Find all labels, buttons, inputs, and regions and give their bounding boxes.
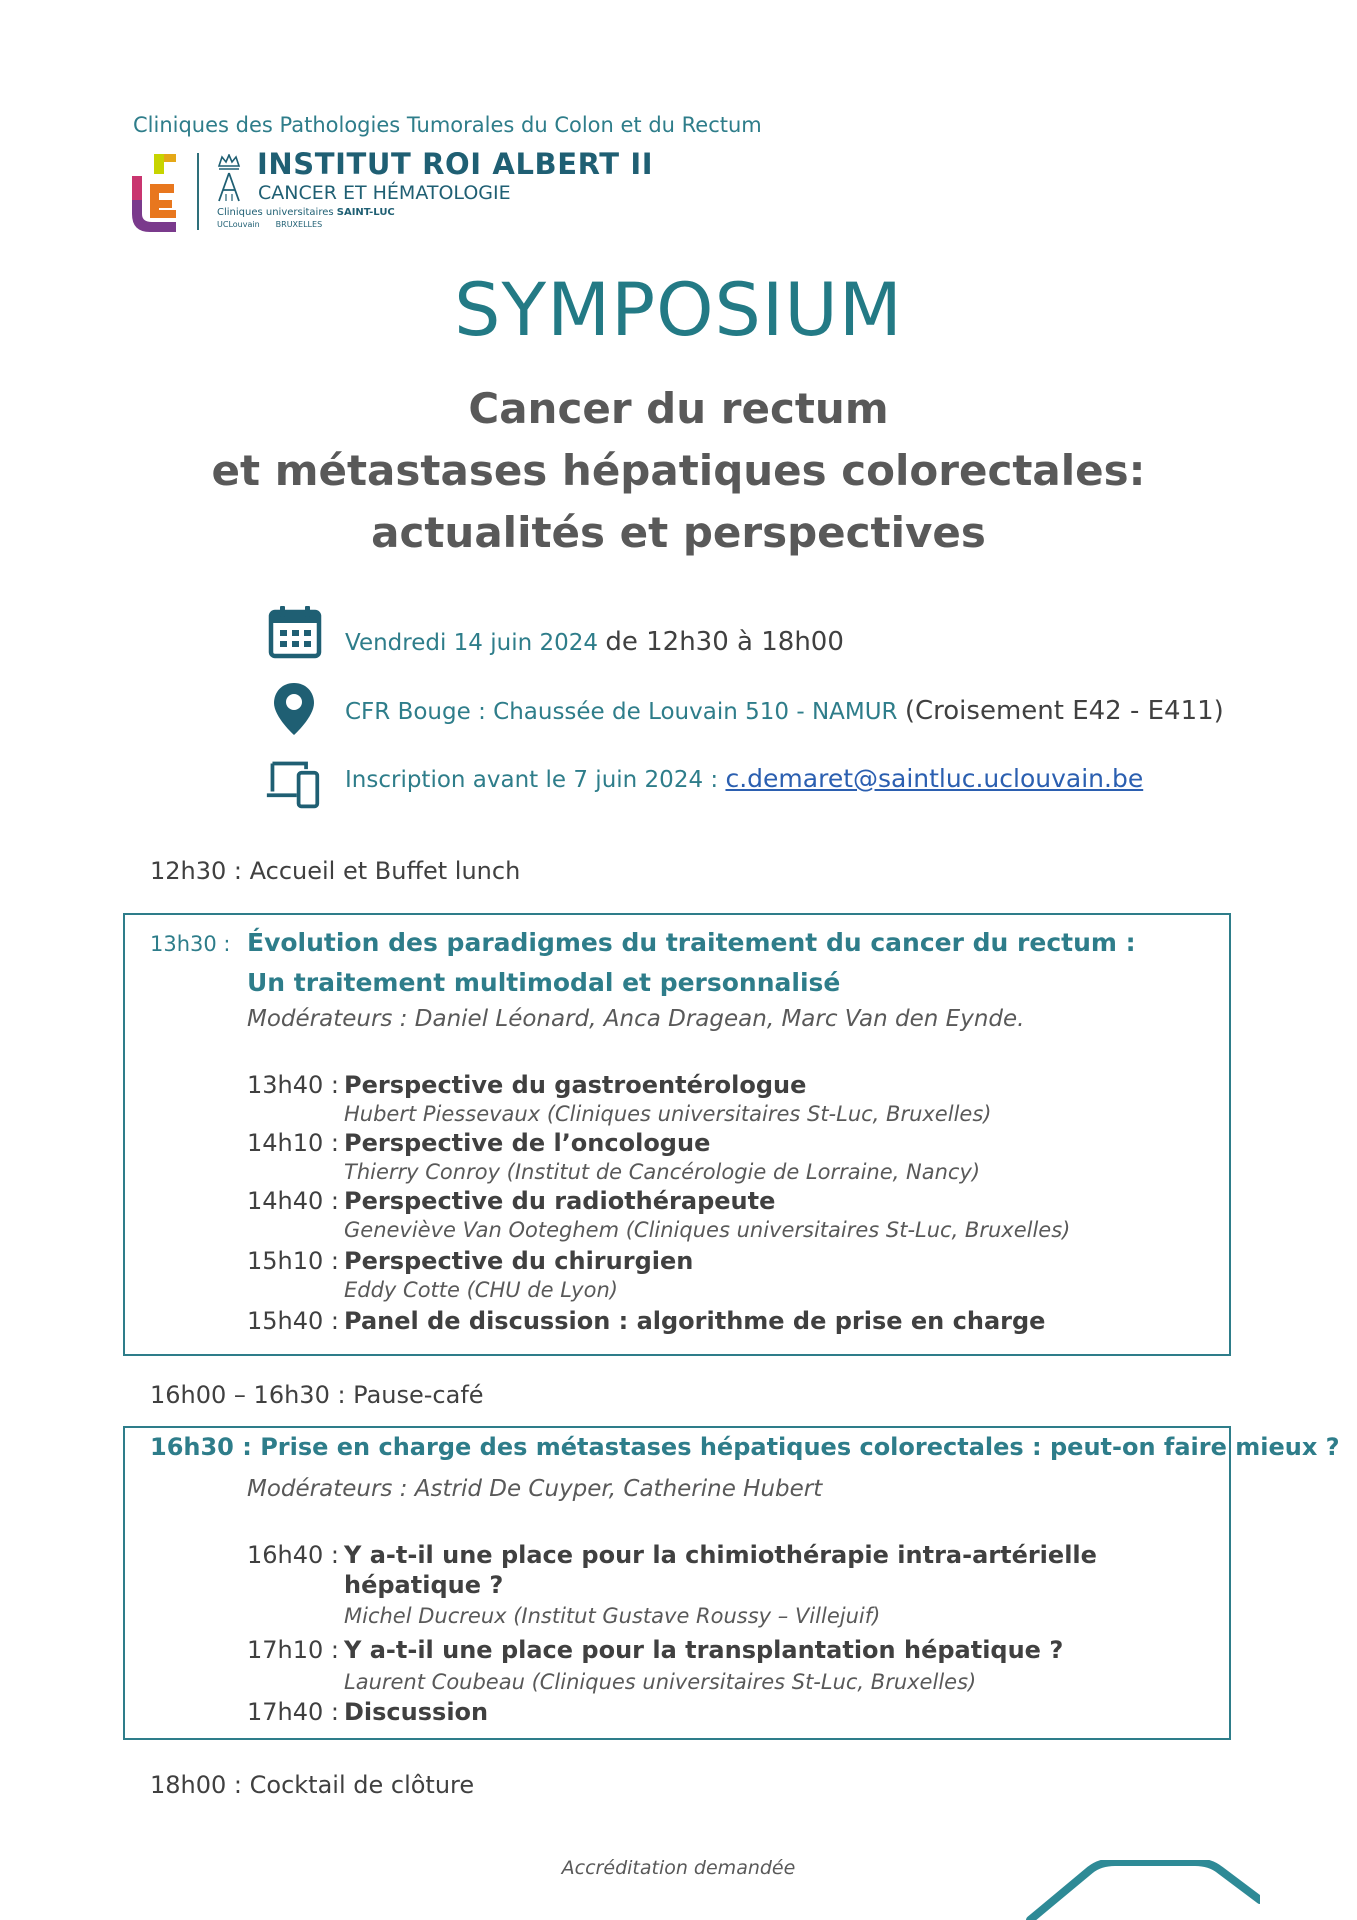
talk-time: 17h10 : — [247, 1636, 340, 1664]
session-1-moderators: Modérateurs : Daniel Léonard, Anca Dragean, Marc Van den Eynde. — [247, 1006, 1025, 1032]
laptop-phone-icon — [265, 756, 321, 812]
talk-title: Panel de discussion : algorithme de prise en charge — [344, 1307, 1046, 1335]
decorative-arc — [1020, 1860, 1260, 1920]
crown-icon — [214, 154, 244, 202]
talk-title: Perspective du chirurgien — [344, 1247, 694, 1275]
institute-name: INSTITUT ROI ALBERT II — [257, 147, 654, 181]
talk-speaker: Geneviève Van Ooteghem (Cliniques universitaires St-Luc, Bruxelles) — [344, 1218, 1071, 1242]
talk-title: Perspective de l’oncologue — [344, 1129, 711, 1157]
talk-speaker: Thierry Conroy (Institut de Cancérologie de Lorraine, Nancy) — [344, 1160, 981, 1184]
page-subtitle — [0, 378, 1357, 564]
clinic-name: SAINT-LUC — [336, 207, 395, 218]
talk-speaker: Michel Ducreux (Institut Gustave Roussy – Villejuif) — [344, 1604, 881, 1628]
session-2-title: 16h30 : Prise en charge des métastases hépatiques colorectales : peut-on faire mieux ? — [150, 1433, 1340, 1461]
subtitle-line-3: actualités et perspectives — [371, 508, 986, 557]
talk-title: Discussion — [344, 1698, 489, 1726]
event-time: de 12h30 à 18h00 — [605, 627, 844, 657]
session-1-time: 13h30 : — [150, 932, 231, 956]
location-pin-icon — [266, 681, 322, 737]
clinic-logo — [128, 152, 180, 232]
session-2-moderators: Modérateurs : Astrid De Cuyper, Catherine Hubert — [247, 1476, 823, 1502]
university-name: UCLouvain — [217, 220, 260, 229]
talk-time: 15h40 : — [247, 1307, 340, 1335]
talk-time: 14h10 : — [247, 1129, 340, 1157]
clinic-name-line — [217, 207, 395, 218]
talk-time: 17h40 : — [247, 1698, 340, 1726]
registration-email-link[interactable]: c.demaret@saintluc.uclouvain.be — [725, 764, 1144, 793]
clinic-prefix: Cliniques universitaires — [217, 207, 337, 218]
institute-subtitle: CANCER ET HÉMATOLOGIE — [258, 182, 511, 204]
talk-title-continued: hépatique ? — [344, 1571, 504, 1599]
event-date-prefix: Vendredi 14 juin 2024 — [345, 630, 606, 656]
talk-speaker: Hubert Piessevaux (Cliniques universitaires St-Luc, Bruxelles) — [344, 1102, 992, 1126]
talk-title: Y a-t-il une place pour la chimiothérapie intra-artérielle — [344, 1541, 1097, 1569]
page-title: SYMPOSIUM — [454, 268, 903, 353]
talk-time: 13h40 : — [247, 1071, 340, 1099]
subtitle-line-1: Cancer du rectum — [468, 384, 889, 433]
logo-divider — [197, 153, 199, 230]
closing-row: 18h00 : Cocktail de clôture — [150, 1771, 475, 1799]
talk-speaker: Eddy Cotte (CHU de Lyon) — [344, 1278, 618, 1302]
subtitle-line-2: et métastases hépatiques colorectales: — [211, 446, 1146, 495]
event-location-crossing: (Croisement E42 - E411) — [904, 696, 1224, 726]
talk-time: 14h40 : — [247, 1187, 340, 1215]
city-name: BRUXELLES — [275, 220, 323, 229]
accreditation-note: Accréditation demandée — [561, 1857, 796, 1879]
event-location-address: CFR Bouge : Chaussée de Louvain 510 - NAMUR — [345, 699, 905, 725]
calendar-icon — [267, 604, 323, 660]
talk-speaker: Laurent Coubeau (Cliniques universitaires St-Luc, Bruxelles) — [344, 1670, 977, 1694]
break-row: 16h00 – 16h30 : Pause-café — [150, 1381, 484, 1409]
university-line — [217, 220, 338, 229]
talk-time: 15h10 : — [247, 1247, 340, 1275]
talk-title: Y a-t-il une place pour la transplantation hépatique ? — [344, 1636, 1064, 1664]
registration-line — [345, 764, 1143, 793]
talk-title: Perspective du radiothérapeute — [344, 1187, 776, 1215]
welcome-row: 12h30 : Accueil et Buffet lunch — [150, 857, 521, 885]
session-1-title-line-2: Un traitement multimodal et personnalisé — [247, 968, 841, 997]
talk-time: 16h40 : — [247, 1541, 340, 1569]
registration-deadline: Inscription avant le 7 juin 2024 : — [345, 767, 726, 793]
session-1-title-line-1: Évolution des paradigmes du traitement du cancer du rectum : — [247, 928, 1136, 957]
event-location — [345, 696, 1224, 726]
header-tagline: Cliniques des Pathologies Tumorales du Colon et du Rectum — [133, 113, 762, 137]
talk-title: Perspective du gastroentérologue — [344, 1071, 807, 1099]
event-date — [345, 627, 844, 657]
